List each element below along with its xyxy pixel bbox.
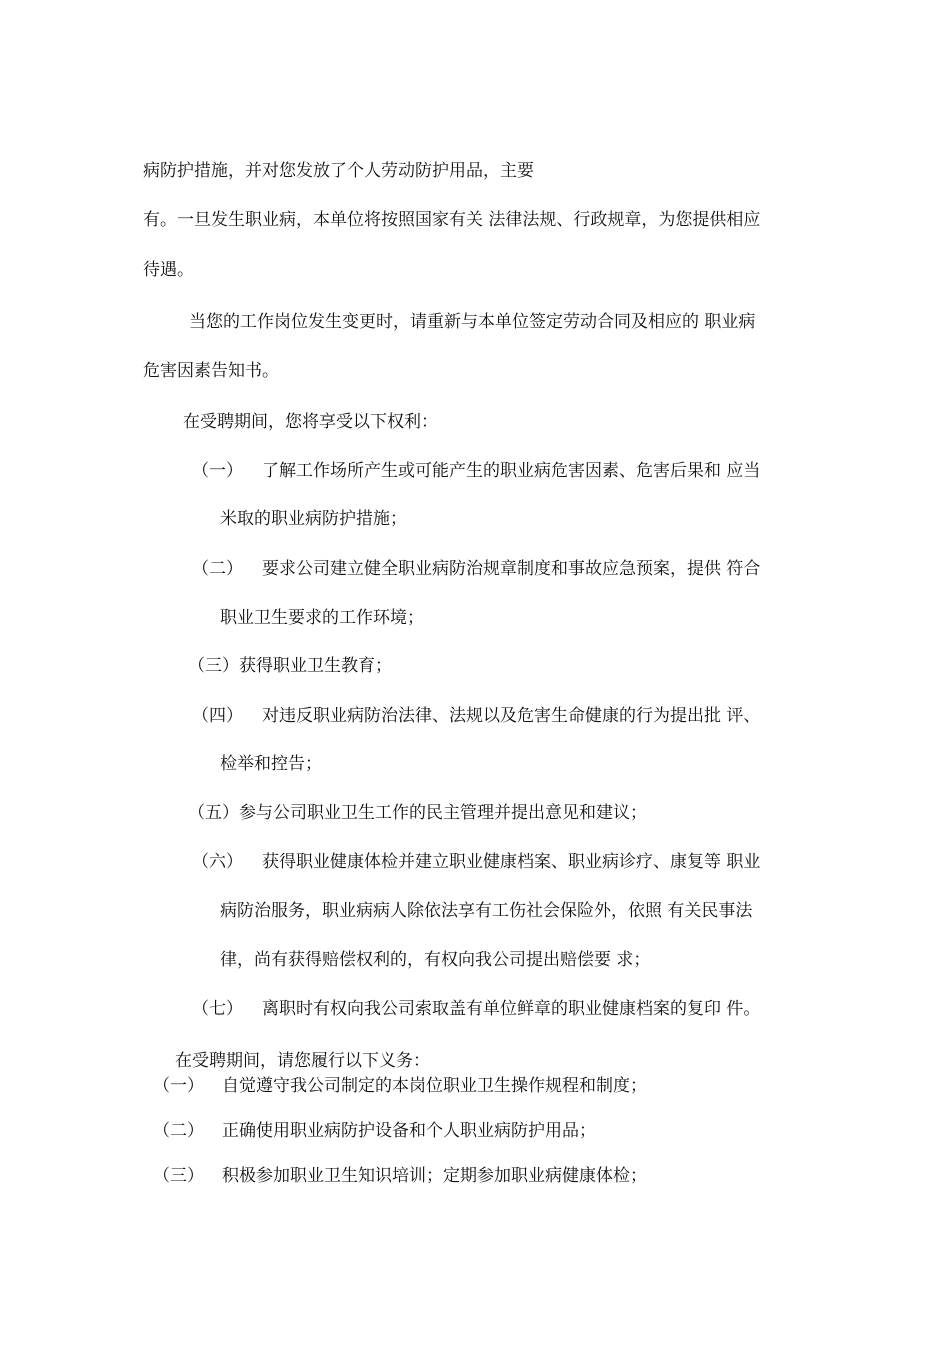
rights-item-4-line-2: 检举和控告； xyxy=(220,754,322,774)
rights-item-6-line-2: 病防治服务，职业病病人除依法享有工伤社会保险外，依照 有关民事法 xyxy=(220,901,753,921)
rights-item-5-line-1: 参与公司职业卫生工作的民主管理并提出意见和建议； xyxy=(239,803,647,823)
rights-item-1 xyxy=(192,460,243,482)
duties-heading: 在受聘期间，请您履行以下义务： xyxy=(175,1051,430,1071)
rights-item-2 xyxy=(192,558,243,580)
rights-item-1-line-1: 了解工作场所产生或可能产生的职业病危害因素、危害后果和 应当 xyxy=(262,461,761,481)
duties-item-1-text: 自觉遵守我公司制定的本岗位职业卫生操作规程和制度； xyxy=(222,1076,647,1096)
rights-item-4-number: （四） xyxy=(192,706,243,726)
duties-item-2-number: （二） xyxy=(153,1121,204,1141)
rights-item-5-number: （五） xyxy=(188,803,239,823)
rights-item-7 xyxy=(192,998,243,1020)
rights-item-6-number: （六） xyxy=(192,852,243,872)
rights-item-6-line-3: 律，尚有获得赔偿权利的，有权向我公司提出赔偿要 求； xyxy=(220,950,651,970)
intro-line-3: 待遇。 xyxy=(143,260,194,280)
intro-line-2: 有。一旦发生职业病，本单位将按照国家有关 法律法规、行政规章，为您提供相应 xyxy=(143,210,761,230)
change-notice-line-1: 当您的工作岗位发生变更时，请重新与本单位签定劳动合同及相应的 职业病 xyxy=(189,312,756,332)
rights-item-3 xyxy=(188,655,392,677)
rights-item-3-number: （三） xyxy=(188,656,239,676)
duties-item-1-number: （一） xyxy=(153,1076,204,1096)
rights-item-2-line-1: 要求公司建立健全职业病防治规章制度和事故应急预案，提供 符合 xyxy=(262,559,761,579)
rights-item-2-number: （二） xyxy=(192,559,243,579)
change-notice-line-2: 危害因素告知书。 xyxy=(143,361,279,381)
rights-item-7-line-1: 离职时有权向我公司索取盖有单位鲜章的职业健康档案的复印 件。 xyxy=(262,999,761,1019)
intro-line-1: 病防护措施，并对您发放了个人劳动防护用品，主要 xyxy=(143,161,534,181)
rights-item-1-number: （一） xyxy=(192,461,243,481)
rights-item-6-line-1: 获得职业健康体检并建立职业健康档案、职业病诊疗、康复等 职业 xyxy=(262,852,761,872)
rights-item-4-line-1: 对违反职业病防治法律、法规以及危害生命健康的行为提出批 评、 xyxy=(262,706,761,726)
rights-item-1-line-2: 米取的职业病防护措施； xyxy=(220,509,407,529)
duties-item-3-number: （三） xyxy=(153,1166,204,1186)
rights-heading: 在受聘期间，您将享受以下权利： xyxy=(183,412,438,432)
duties-item-3-text: 积极参加职业卫生知识培训；定期参加职业病健康体检； xyxy=(222,1166,647,1186)
rights-item-2-line-2: 职业卫生要求的工作环境； xyxy=(220,608,424,628)
rights-item-4 xyxy=(192,705,243,727)
rights-item-3-line-1: 获得职业卫生教育； xyxy=(239,656,392,676)
rights-item-5 xyxy=(188,802,647,824)
rights-item-6 xyxy=(192,851,243,873)
duties-item-2-text: 正确使用职业病防护设备和个人职业病防护用品； xyxy=(222,1121,596,1141)
rights-item-7-number: （七） xyxy=(192,999,243,1019)
